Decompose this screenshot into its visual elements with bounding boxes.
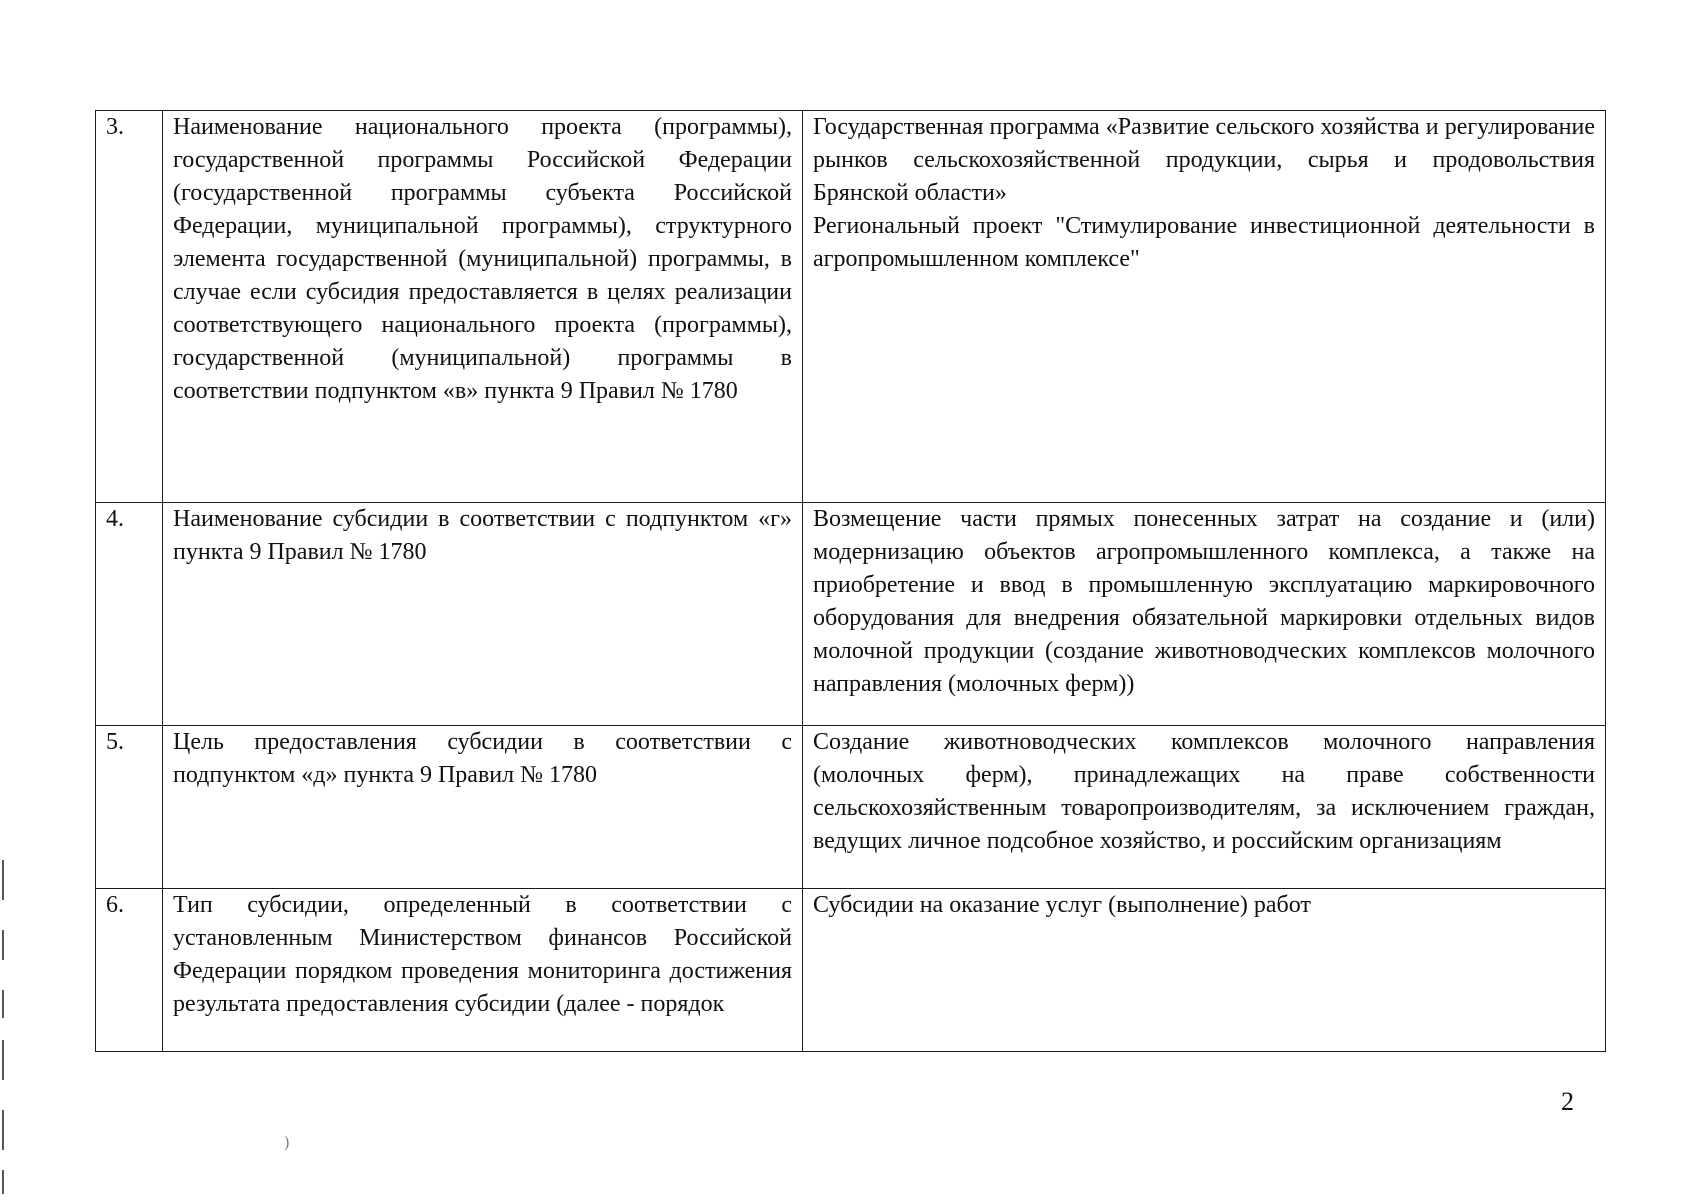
scan-edge-mark — [2, 1110, 4, 1150]
scan-edge-mark — [2, 1170, 4, 1194]
value-line: Региональный проект "Стимулирование инвестиционной деятельности в агропромышленном комплексе" — [813, 213, 1595, 272]
row-number: 5. — [96, 726, 163, 889]
field-name: Наименование субсидии в соответствии с подпунктом «г» пункта 9 Правил № 1780 — [163, 503, 803, 726]
scan-artifact: ) — [284, 1134, 290, 1151]
value-line: Субсидии на оказание услуг (выполнение) работ — [813, 892, 1311, 918]
row-number: 6. — [96, 889, 163, 1052]
value-line: Государственная программа «Развитие сельского хозяйства и регулирование рынков сельскохозяйственной продукции, сырья и продовольствия Брянской области» — [813, 114, 1595, 206]
field-value — [803, 503, 1606, 726]
field-name: Цель предоставления субсидии в соответствии с подпунктом «д» пункта 9 Правил № 1780 — [163, 726, 803, 889]
field-value — [803, 726, 1606, 889]
page-number: 2 — [1561, 1087, 1574, 1116]
value-line: Возмещение части прямых понесенных затрат на создание и (или) модернизацию объектов агропромышленного комплекса, а также на приобретение и ввод в промышленную эксплуатацию маркировочного оборудования для внедрения обязательной маркировки отдельных видов молочной продукции (создание животноводческих комплексов молочного направления (молочных ферм)) — [813, 506, 1595, 697]
table-row — [96, 111, 1606, 503]
field-name: Тип субсидии, определенный в соответствии с установленным Министерством финансов Российской Федерации порядком проведения мониторинга достижения результата предоставления субсидии (далее - порядок — [163, 889, 803, 1052]
scan-edge-mark — [2, 930, 4, 960]
value-line: Создание животноводческих комплексов молочного направления (молочных ферм), принадлежащих на праве собственности сельскохозяйственным товаропроизводителям, за исключением граждан, ведущих личное подсобное хозяйство, и российским организациям — [813, 729, 1595, 854]
scan-edge-mark — [2, 1040, 4, 1080]
field-value — [803, 889, 1606, 1052]
scan-edge-mark — [2, 860, 4, 900]
table-row — [96, 889, 1606, 1052]
field-name: Наименование национального проекта (программы), государственной программы Российской Федерации (государственной программы субъекта Российской Федерации, муниципальной программы), структурного элемента государственной (муниципальной) программы, в случае если субсидия предоставляется в целях реализации соответствующего национального проекта (программы), государственной (муниципальной) программы в соответствии подпунктом «в» пункта 9 Правил № 1780 — [163, 111, 803, 503]
field-value — [803, 111, 1606, 503]
table-row — [96, 503, 1606, 726]
row-number: 3. — [96, 111, 163, 503]
table-row — [96, 726, 1606, 889]
row-number: 4. — [96, 503, 163, 726]
requirements-table — [95, 110, 1606, 1052]
scan-edge-mark — [2, 990, 4, 1018]
